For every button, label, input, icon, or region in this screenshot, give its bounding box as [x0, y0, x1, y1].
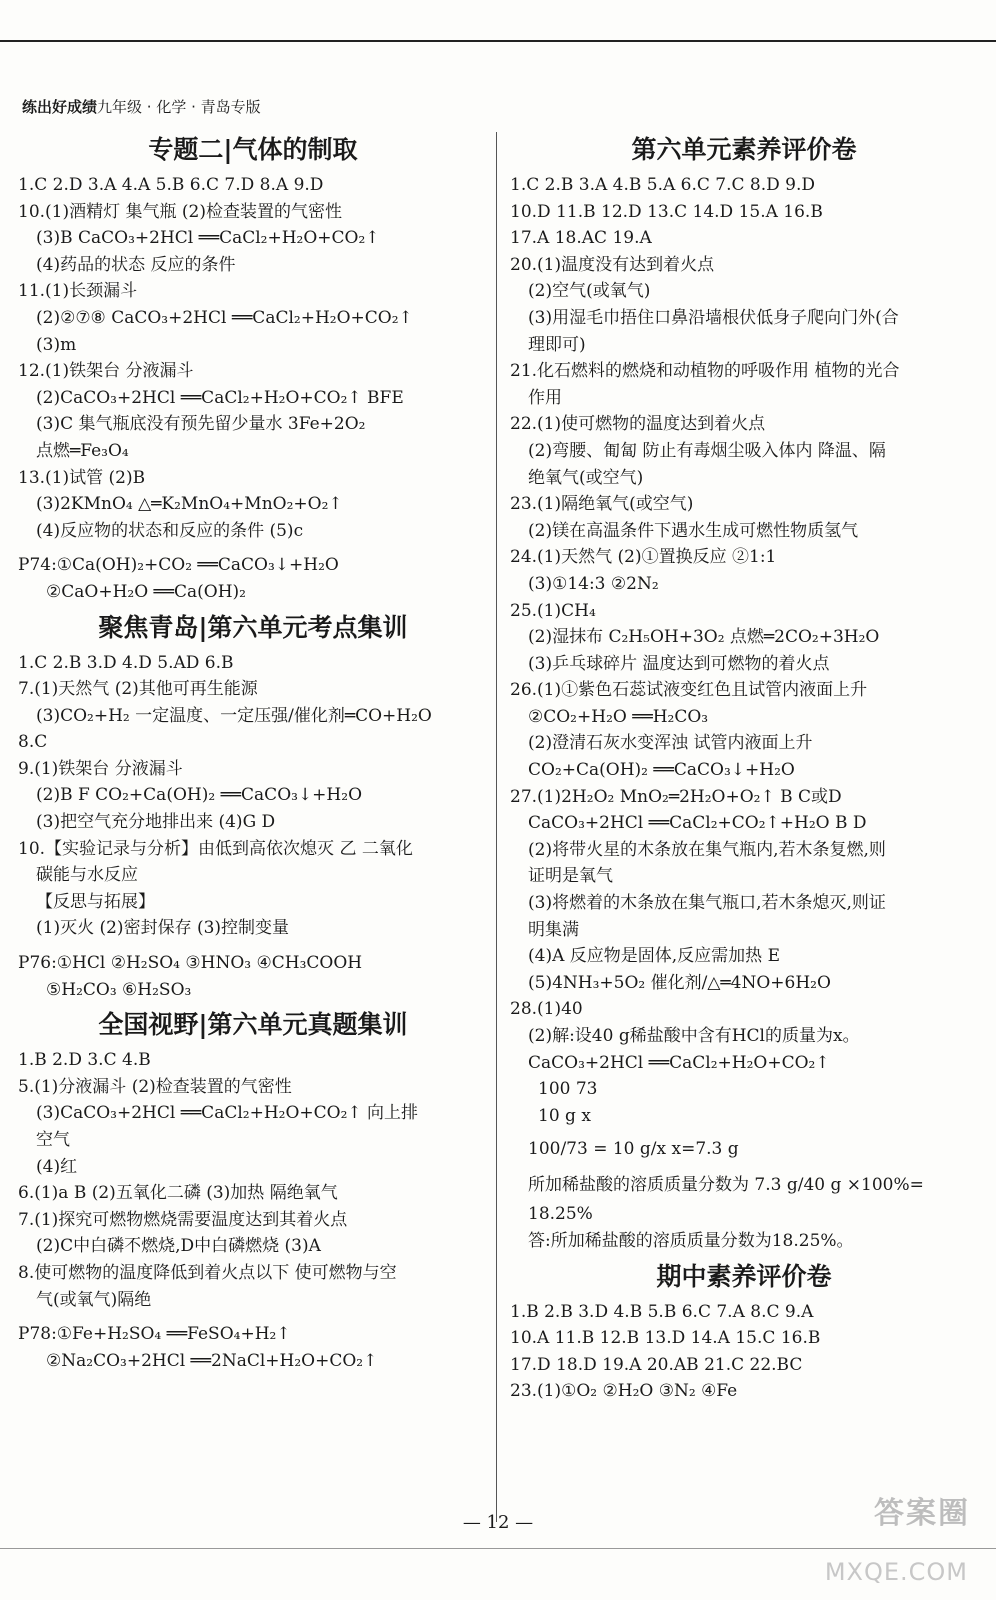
answer-line: ②Na₂CO₃+2HCl ══2NaCl+H₂O+CO₂↑	[46, 1350, 378, 1371]
answer-line: 【反思与拓展】	[36, 891, 155, 912]
answer-line: (2)弯腰、匍匐 防止有毒烟尘吸入体内 降温、隔	[528, 440, 886, 461]
answer-line: P78:①Fe+H₂SO₄ ══FeSO₄+H₂↑	[18, 1324, 291, 1345]
answer-line: 7.(1)探究可燃物燃烧需要温度达到其着火点	[18, 1209, 348, 1230]
section-title: 期中素养评价卷	[656, 1261, 832, 1291]
answer-line: 1.B 2.B 3.D 4.B 5.B 6.C 7.A 8.C 9.A	[510, 1301, 814, 1322]
right-column	[510, 128, 978, 1405]
answer-line: 21.化石燃料的燃烧和动植物的呼吸作用 植物的光合	[510, 361, 900, 382]
answer-line: 23.(1)①O₂ ②H₂O ③N₂ ④Fe	[510, 1381, 738, 1402]
answer-line: 10.(1)酒精灯 集气瓶 (2)检查装置的气密性	[18, 201, 343, 222]
answer-line: (2)解:设40 g稀盐酸中含有HCl的质量为x。	[528, 1026, 860, 1046]
answer-line: 1.C 2.B 3.A 4.B 5.A 6.C 7.C 8.D 9.D	[510, 175, 816, 195]
answer-line: (3)B CaCO₃+2HCl ══CaCl₂+H₂O+CO₂↑	[36, 228, 380, 249]
answer-line: (3)乒乓球碎片 温度达到可燃物的着火点	[528, 653, 830, 674]
answer-line: 26.(1)①紫色石蕊试液变红色且试管内液面上升	[510, 680, 868, 701]
bottom-rule	[0, 1548, 996, 1549]
page-number: — 12 —	[462, 1512, 534, 1533]
answer-line: 100/73 = 10 g/x x=7.3 g	[528, 1139, 739, 1160]
answer-line: (4)反应物的状态和反应的条件 (5)c	[36, 520, 304, 541]
answer-line: 11.(1)长颈漏斗	[18, 281, 138, 302]
answer-line: 点燃═Fe₃O₄	[36, 440, 129, 461]
answer-line: (3)CO₂+H₂ 一定温度、一定压强/催化剂═CO+H₂O	[36, 705, 432, 726]
answer-line: 10.D 11.B 12.D 13.C 14.D 15.A 16.B	[510, 201, 823, 222]
answer-line: 绝氧气(或空气)	[528, 467, 644, 488]
answer-line: (3)将燃着的木条放在集气瓶口,若木条熄灭,则证	[528, 893, 886, 914]
answer-line: (2)澄清石灰水变浑浊 试管内液面上升	[528, 733, 813, 754]
answer-line: 22.(1)使可燃物的温度达到着火点	[510, 414, 766, 435]
watermark-url: MXQE.COM	[824, 1558, 968, 1586]
answer-line: (3)用湿毛巾捂住口鼻沿墙根伏低身子爬向门外(合	[528, 307, 899, 328]
answer-line: (3)2KMnO₄ △═K₂MnO₄+MnO₂+O₂↑	[36, 494, 343, 515]
answer-line: 证明是氧气	[528, 866, 613, 887]
answer-line: 8.C	[18, 732, 48, 753]
answer-line: 7.(1)天然气 (2)其他可再生能源	[18, 679, 258, 700]
answer-line: CaCO₃+2HCl ══CaCl₂+CO₂↑+H₂O B D	[528, 813, 867, 834]
answer-line: 10.A 11.B 12.B 13.D 14.A 15.C 16.B	[510, 1328, 821, 1349]
answer-line: (3)把空气充分地排出来 (4)G D	[36, 812, 276, 833]
answer-line: (3)m	[36, 334, 77, 355]
answer-line: (2)②⑦⑧ CaCO₃+2HCl ══CaCl₂+H₂O+CO₂↑	[36, 307, 413, 328]
answer-line: 8.使可燃物的温度降低到着火点以下 使可燃物与空	[18, 1262, 397, 1283]
answer-line: 6.(1)a B (2)五氧化二磷 (3)加热 隔绝氧气	[18, 1183, 338, 1204]
answer-line: (4)红	[36, 1156, 78, 1177]
answer-line: 理即可)	[528, 334, 586, 355]
answer-line: (2)B F CO₂+Ca(OH)₂ ══CaCO₃↓+H₂O	[36, 785, 363, 806]
answer-line: 10.【实验记录与分析】由低到高依次熄灭 乙 二氧化	[18, 838, 413, 859]
answer-line: 28.(1)40	[510, 999, 583, 1020]
answer-line: 碳能与水反应	[36, 865, 138, 886]
answer-line: (3)CaCO₃+2HCl ══CaCl₂+H₂O+CO₂↑ 向上排	[36, 1103, 419, 1124]
answer-line: 17.A 18.AC 19.A	[510, 228, 652, 249]
answer-line: ②CO₂+H₂O ══H₂CO₃	[528, 706, 709, 727]
top-rule	[0, 40, 996, 42]
section-title: 专题二|气体的制取	[148, 135, 358, 164]
answer-line: CaCO₃+2HCl ══CaCl₂+H₂O+CO₂↑	[528, 1052, 830, 1073]
answer-line: (2)CaCO₃+2HCl ══CaCl₂+H₂O+CO₂↑ BFE	[36, 387, 404, 408]
answer-line: 17.D 18.D 19.A 20.AB 21.C 22.BC	[510, 1354, 803, 1375]
answer-line: 25.(1)CH₄	[510, 600, 596, 621]
answer-line: (4)药品的状态 反应的条件	[36, 254, 236, 275]
answer-line: (3)①14:3 ②2N₂	[528, 573, 659, 594]
answer-line: 明集满	[528, 919, 579, 940]
column-divider	[496, 132, 497, 1522]
answer-line: ⑤H₂CO₃ ⑥H₂SO₃	[46, 979, 192, 1000]
answer-line: (2)空气(或氧气)	[528, 281, 651, 302]
answer-line: P76:①HCl ②H₂SO₄ ③HNO₃ ④CH₃COOH	[18, 953, 363, 974]
answer-line: 气(或氧气)隔绝	[36, 1289, 152, 1310]
answer-line: (2)镁在高温条件下遇水生成可燃性物质氢气	[528, 520, 859, 541]
answer-line: 9.(1)铁架台 分液漏斗	[18, 758, 183, 779]
answer-line: 所加稀盐酸的溶质质量分数为 7.3 g/40 g ×100%=	[528, 1175, 924, 1196]
answer-line: 1.B 2.D 3.C 4.B	[18, 1050, 151, 1071]
answer-line: (2)湿抹布 C₂H₅OH+3O₂ 点燃═2CO₂+3H₂O	[528, 627, 880, 648]
brand-label: 练出好成绩	[22, 98, 98, 116]
section-title: 全国视野|第六单元真题集训	[98, 1010, 408, 1040]
answer-line: 13.(1)试管 (2)B	[18, 467, 146, 488]
answer-line: 12.(1)铁架台 分液漏斗	[18, 361, 194, 382]
answer-line: 23.(1)隔绝氧气(或空气)	[510, 494, 694, 515]
page-header	[22, 96, 261, 117]
answer-line: 作用	[528, 387, 562, 408]
answer-line: (5)4NH₃+5O₂ 催化剂/△═4NO+6H₂O	[528, 972, 831, 993]
answer-line: (4)A 反应物是固体,反应需加热 E	[528, 946, 780, 967]
answer-line: 1.C 2.B 3.D 4.D 5.AD 6.B	[18, 652, 234, 673]
answer-line: CO₂+Ca(OH)₂ ══CaCO₃↓+H₂O	[528, 760, 795, 781]
book-meta: 九年级 · 化学 · 青岛专版	[97, 98, 261, 116]
answer-line: 1.C 2.D 3.A 4.A 5.B 6.C 7.D 8.A 9.D	[18, 175, 324, 195]
answer-line: 20.(1)温度没有达到着火点	[510, 254, 715, 275]
watermark-logo: 答案圈	[874, 1496, 970, 1531]
answer-line: 答:所加稀盐酸的溶质质量分数为18.25%。	[528, 1230, 854, 1251]
answer-line: 18.25%	[528, 1204, 593, 1225]
section-title: 聚焦青岛|第六单元考点集训	[98, 612, 408, 642]
answer-line: (2)C中白磷不燃烧,D中白磷燃烧 (3)A	[36, 1236, 321, 1257]
answer-line: (1)灭火 (2)密封保存 (3)控制变量	[36, 918, 290, 939]
answer-line: 100 73	[538, 1079, 598, 1100]
section-title: 第六单元素养评价卷	[631, 135, 857, 164]
answer-line: 24.(1)天然气 (2)①置换反应 ②1:1	[510, 547, 777, 568]
answer-line: 5.(1)分液漏斗 (2)检查装置的气密性	[18, 1076, 292, 1097]
answer-line: (3)C 集气瓶底没有预先留少量水 3Fe+2O₂	[36, 414, 366, 435]
answer-line: ②CaO+H₂O ══Ca(OH)₂	[46, 581, 246, 602]
answer-line: 27.(1)2H₂O₂ MnO₂═2H₂O+O₂↑ B C或D	[510, 786, 842, 807]
answer-line: 空气	[36, 1130, 70, 1150]
left-column	[18, 128, 488, 1374]
answer-line: 10 g x	[538, 1105, 591, 1126]
answer-line: P74:①Ca(OH)₂+CO₂ ══CaCO₃↓+H₂O	[18, 555, 339, 576]
answer-line: (2)将带火星的木条放在集气瓶内,若木条复燃,则	[528, 839, 886, 860]
